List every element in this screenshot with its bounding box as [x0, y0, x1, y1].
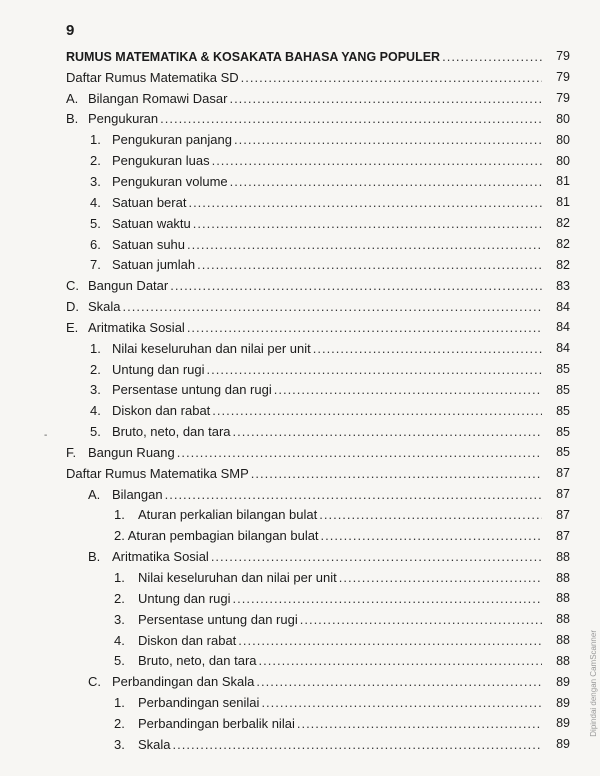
toc-entry [0, 546, 600, 567]
toc-entry-number: 6. [90, 236, 101, 252]
dot-leader [297, 716, 542, 731]
toc-entry-title: RUMUS MATEMATIKA & KOSAKATA BAHASA YANG POPULER [66, 49, 441, 64]
toc-entry-number: D. [66, 299, 79, 315]
toc-entry-title: Persentase untung dan rugi [138, 611, 298, 627]
toc-page-number: 87 [556, 507, 570, 522]
toc-entry-number: C. [66, 278, 79, 294]
toc-entry-number: C. [88, 674, 101, 690]
toc-entry [0, 109, 600, 130]
toc-entry [0, 192, 600, 213]
toc-entry-title: Perbandingan berbalik nilai [138, 715, 295, 731]
toc-entry [0, 442, 600, 463]
toc-page-number: 84 [556, 341, 570, 356]
toc-entry [0, 150, 600, 171]
toc-entry [0, 734, 600, 755]
toc-entry-number: A. [88, 486, 101, 502]
toc-entry-title: Skala [88, 299, 121, 315]
dot-leader [241, 70, 542, 85]
toc-entry-title: Satuan suhu [112, 236, 186, 252]
toc-entry-number: 4. [114, 632, 125, 648]
toc-entry [0, 650, 600, 671]
toc-entry-title: Perbandingan dan Skala [112, 674, 255, 690]
toc-entry [0, 671, 600, 692]
toc-page-number: 85 [556, 362, 570, 377]
toc-page-number: 84 [556, 299, 570, 314]
toc-entry-number: B. [88, 549, 101, 565]
dot-leader [274, 382, 542, 397]
dot-leader [339, 570, 542, 585]
toc-entry-number: 5. [114, 653, 125, 669]
toc-entry [0, 171, 600, 192]
toc-entry [0, 421, 600, 442]
dot-leader [238, 633, 542, 648]
toc-page-number: 79 [556, 91, 570, 106]
dot-leader [259, 653, 542, 668]
toc-entry-title: Daftar Rumus Matematika SMP [66, 465, 249, 481]
toc-page-number: 79 [556, 70, 570, 85]
scanner-watermark: Dipindai dengan CamScanner [589, 630, 598, 737]
toc-entry-title: Pengukuran [88, 111, 159, 127]
toc-page-number: 83 [556, 278, 570, 293]
toc-page-number: 82 [556, 216, 570, 231]
dot-leader [442, 49, 542, 64]
toc-page-number: 87 [556, 466, 570, 481]
toc-entry [0, 692, 600, 713]
toc-entry-title: Satuan waktu [112, 215, 191, 231]
dot-leader [313, 341, 542, 356]
toc-entry-title: Daftar Rumus Matematika SD [66, 69, 239, 85]
dot-leader [207, 362, 542, 377]
toc-entry-number: B. [66, 111, 79, 127]
toc-page-number: 88 [556, 633, 570, 648]
dot-leader [261, 695, 542, 710]
toc-entry [0, 484, 600, 505]
dot-leader [300, 612, 542, 627]
dot-leader [233, 424, 542, 439]
toc-page-number: 89 [556, 695, 570, 710]
toc-page-number: 85 [556, 382, 570, 397]
dot-leader [187, 320, 542, 335]
toc-entry-number: 1. [114, 695, 125, 711]
toc-entry-number: 1. [90, 340, 101, 356]
toc-entry [0, 296, 600, 317]
toc-entry [0, 213, 600, 234]
toc-entry-number: 2. [90, 153, 101, 169]
dot-leader [193, 216, 542, 231]
toc-page-number: 82 [556, 257, 570, 272]
dot-leader [251, 466, 542, 481]
dot-leader [321, 528, 542, 543]
toc-entry [0, 359, 600, 380]
toc-entry [0, 67, 600, 88]
toc-entry [0, 46, 600, 67]
toc-entry [0, 567, 600, 588]
toc-entry-title: Aritmatika Sosial [88, 319, 185, 335]
toc-entry-number: 3. [114, 736, 125, 752]
toc-entry-number: 1. [90, 132, 101, 148]
toc-page-number: 89 [556, 674, 570, 689]
toc-page-number: 81 [556, 174, 570, 189]
toc-entry-number: 4. [90, 403, 101, 419]
toc-entry-number: 2. [114, 715, 125, 731]
toc-entry-title: Bangun Ruang [88, 444, 175, 460]
toc-entry-title: Satuan berat [112, 194, 187, 210]
toc-entry [0, 588, 600, 609]
toc-entry [0, 317, 600, 338]
dot-leader [211, 549, 542, 564]
toc-entry [0, 400, 600, 421]
toc-page-number: 85 [556, 403, 570, 418]
dot-leader [233, 591, 542, 606]
toc-entry-title: Bilangan [112, 486, 163, 502]
toc-entry-number: 2. [90, 361, 101, 377]
toc-entry-number: 5. [90, 215, 101, 231]
dot-leader [197, 257, 542, 272]
toc-entry-title: Untung dan rugi [138, 590, 231, 606]
toc-entry [0, 275, 600, 296]
toc-entry [0, 713, 600, 734]
toc-entry-title: Bilangan Romawi Dasar [88, 90, 228, 106]
toc-entry [0, 254, 600, 275]
toc-entry-number: 4. [90, 194, 101, 210]
dot-leader [170, 278, 542, 293]
toc-page-number: 82 [556, 237, 570, 252]
toc-entry [0, 630, 600, 651]
toc-page-number: 85 [556, 424, 570, 439]
toc-page-number: 89 [556, 737, 570, 752]
toc-entry [0, 234, 600, 255]
dot-leader [177, 445, 542, 460]
toc-entry-title: Bruto, neto, dan tara [138, 653, 257, 669]
toc-entry [0, 463, 600, 484]
dot-leader [212, 153, 542, 168]
toc-page-number: 89 [556, 716, 570, 731]
table-of-contents [0, 46, 600, 755]
toc-entry-title: Satuan jumlah [112, 257, 196, 273]
dot-leader [319, 507, 542, 522]
toc-entry-title: 2. Aturan pembagian bilangan bulat [114, 528, 319, 544]
dot-leader [173, 737, 542, 752]
toc-entry-number: 3. [90, 382, 101, 398]
toc-entry-title: Nilai keseluruhan dan nilai per unit [138, 570, 337, 586]
chapter-number: 9 [66, 22, 75, 39]
toc-entry-title: Persentase untung dan rugi [112, 382, 272, 398]
dot-leader [230, 174, 542, 189]
toc-entry-title: Aritmatika Sosial [112, 549, 209, 565]
toc-entry-title: Pengukuran panjang [112, 132, 232, 148]
toc-entry-number: 3. [114, 611, 125, 627]
toc-page-number: 79 [556, 49, 570, 64]
toc-entry [0, 88, 600, 109]
dot-leader [234, 132, 542, 147]
toc-entry-number: E. [66, 319, 79, 335]
toc-page-number: 88 [556, 591, 570, 606]
toc-page-number: 80 [556, 111, 570, 126]
toc-page-number: 87 [556, 528, 570, 543]
dot-leader [229, 91, 542, 106]
toc-entry-title: Aturan perkalian bilangan bulat [138, 507, 318, 523]
toc-entry-number: A. [66, 90, 79, 106]
scan-mark: - [44, 430, 48, 441]
toc-page-number: 88 [556, 653, 570, 668]
dot-leader [212, 403, 542, 418]
toc-entry-title: Untung dan rugi [112, 361, 205, 377]
toc-page-number: 88 [556, 549, 570, 564]
toc-entry-number: 1. [114, 570, 125, 586]
toc-page-number: 84 [556, 320, 570, 335]
dot-leader [188, 195, 542, 210]
toc-entry [0, 338, 600, 359]
toc-entry-title: Bangun Datar [88, 278, 169, 294]
toc-entry-title: Pengukuran luas [112, 153, 210, 169]
toc-page-number: 88 [556, 570, 570, 585]
toc-page-number: 87 [556, 487, 570, 502]
toc-entry-title: Skala [138, 736, 171, 752]
toc-entry-title: Bruto, neto, dan tara [112, 424, 231, 440]
toc-entry [0, 129, 600, 150]
dot-leader [165, 487, 542, 502]
toc-page-number: 88 [556, 612, 570, 627]
toc-entry-number: F. [66, 444, 77, 460]
toc-entry-title: Nilai keseluruhan dan nilai per unit [112, 340, 311, 356]
dot-leader [187, 237, 542, 252]
toc-page-number: 80 [556, 153, 570, 168]
toc-entry-number: 3. [90, 173, 101, 189]
toc-entry [0, 525, 600, 546]
dot-leader [160, 111, 542, 126]
dot-leader [123, 299, 542, 314]
toc-entry-title: Pengukuran volume [112, 173, 228, 189]
toc-entry-number: 7. [90, 257, 101, 273]
toc-entry [0, 609, 600, 630]
toc-entry-title: Perbandingan senilai [138, 695, 260, 711]
toc-page-number: 85 [556, 445, 570, 460]
toc-entry-title: Diskon dan rabat [138, 632, 237, 648]
toc-entry-number: 5. [90, 424, 101, 440]
toc-page-number: 81 [556, 195, 570, 210]
toc-entry [0, 505, 600, 526]
toc-page-number: 80 [556, 132, 570, 147]
dot-leader [256, 674, 542, 689]
toc-entry-number: 1. [114, 507, 125, 523]
toc-entry [0, 380, 600, 401]
toc-entry-title: Diskon dan rabat [112, 403, 211, 419]
toc-entry-number: 2. [114, 590, 125, 606]
